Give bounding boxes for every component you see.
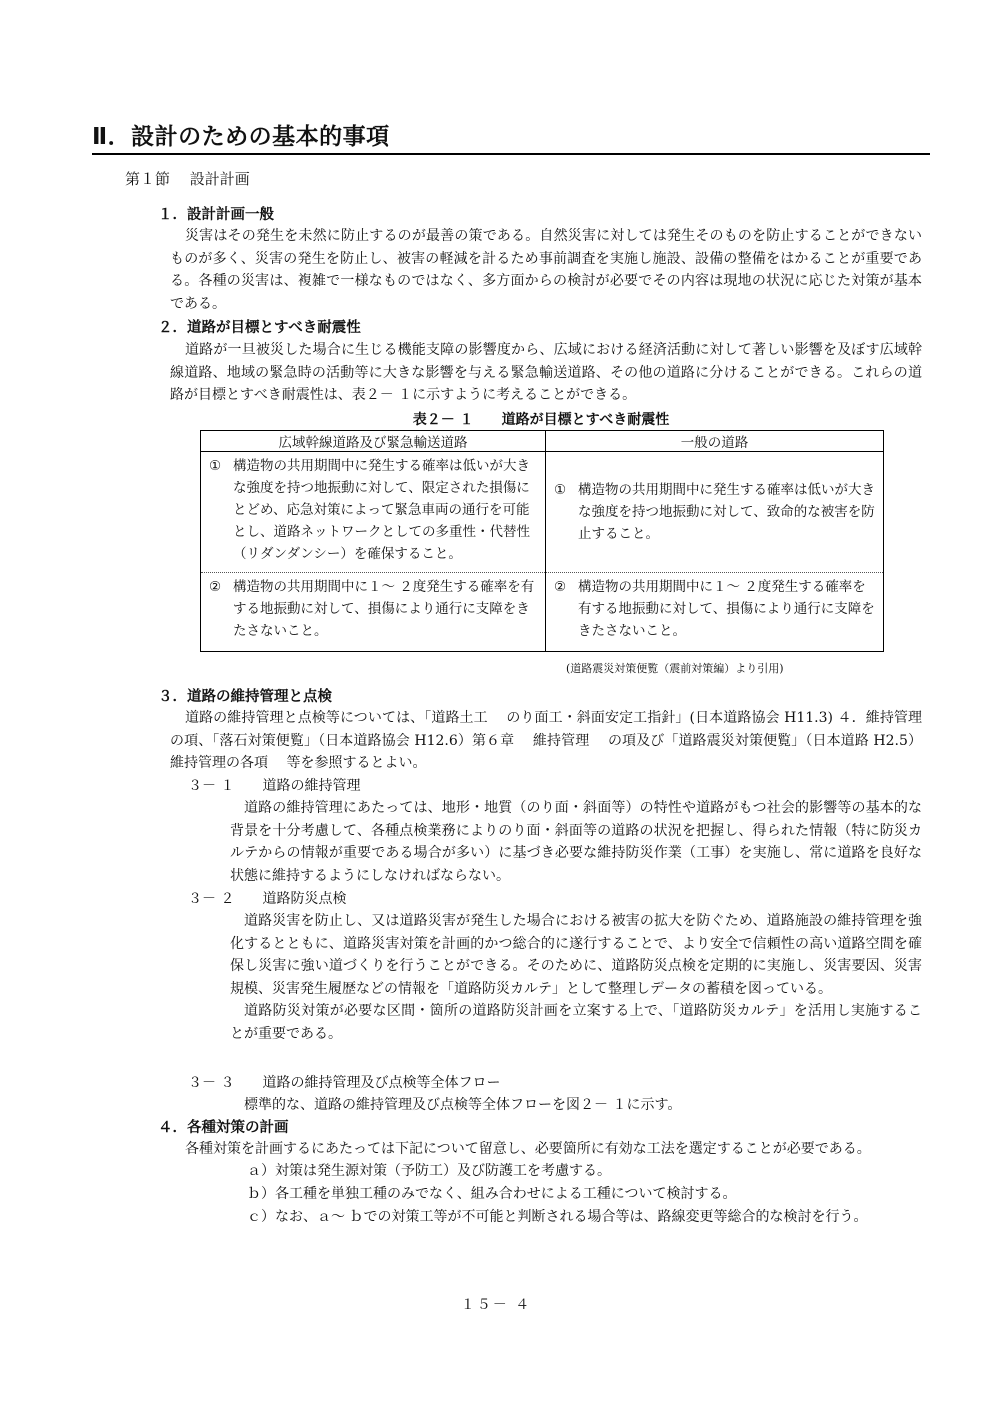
paragraph-overall-flow bbox=[230, 1094, 922, 1117]
chapter-title: Ⅱ．設計のための基本的事項 bbox=[92, 124, 390, 150]
table-header-general-road: 一般の道路 bbox=[546, 431, 884, 452]
table-cell bbox=[546, 573, 884, 652]
countermeasure-list bbox=[247, 1160, 867, 1229]
paragraph-text: 標準的な、道路の維持管理及び点検等全体フローを図２－ １に示す。 bbox=[244, 1097, 682, 1113]
seismic-performance-table bbox=[200, 430, 884, 652]
table-cell bbox=[201, 573, 546, 652]
paragraph-countermeasure-planning bbox=[170, 1138, 922, 1161]
subheading-road-disaster-inspection: ３－ ２ 道路防災点検 bbox=[188, 891, 347, 907]
item-number: ① bbox=[209, 458, 222, 474]
item-text: 構造物の共用期間中に１～ ２度発生する確率を有する地振動に対して、損傷により通行に支障をきたさないこと。 bbox=[578, 579, 875, 639]
section-title: 第１節 設計計画 bbox=[125, 170, 250, 188]
paragraph-text: 道路災害を防止し、又は道路災害が発生した場合における被害の拡大を防ぐため、道路施設の維持管理を強化するとともに、道路災害対策を計画的かつ総合的に遂行することで、より安全で信頼性の高い道路空間を確保し災害に強い道づくりを行うことができる。そのために、道路防災点検を定期的に実施し、災害要因、災害規模、災害発生履歴などの情報を「道路防災カルテ」として整理しデータの蓄積を図っている。 bbox=[230, 913, 922, 997]
paragraph-road-maintenance bbox=[230, 797, 922, 887]
item-number: ① bbox=[554, 482, 567, 498]
paragraph-seismic-target bbox=[170, 339, 922, 407]
paragraph-text: 道路が一旦被災した場合に生じる機能支障の影響度から、広域における経済活動に対して著しい影響を及ぼす広域幹線道路、地域の緊急時の活動等に大きな影響を与える緊急輸送道路、その他の道路に分けることができる。これらの道路が目標とすべき耐震性は、表２－ １に示すように考えることができる。 bbox=[170, 342, 922, 403]
heading-seismic-target: ２．道路が目標とすべき耐震性 bbox=[158, 320, 361, 336]
paragraph-text: 道路防災対策が必要な区間・箇所の道路防災計画を立案する上で、「道路防災カルテ」を活用し実施することが重要である。 bbox=[230, 1003, 922, 1042]
paragraph-text: 各種対策を計画するにあたっては下記について留意し、必要箇所に有効な工法を選定することが必要である。 bbox=[185, 1141, 871, 1157]
table-cell bbox=[546, 452, 884, 573]
paragraph-design-plan-general bbox=[170, 225, 922, 315]
subheading-road-maintenance: ３－ １ 道路の維持管理 bbox=[188, 778, 361, 794]
item-text: 構造物の共用期間中に発生する確率は低いが大きな強度を持つ地振動に対して、限定された損傷にとどめ、応急対策によって緊急車両の通行を可能とし、道路ネットワークとしての多重性・代替性（リダンダンシー）を確保すること。 bbox=[233, 458, 530, 562]
table-cell bbox=[201, 452, 546, 573]
item-text: 構造物の共用期間中に発生する確率は低いが大きな強度を持つ地振動に対して、致命的な被害を防止すること。 bbox=[578, 482, 875, 542]
heading-countermeasure-planning: ４．各種対策の計画 bbox=[158, 1120, 289, 1136]
item-number: ② bbox=[209, 579, 222, 595]
page-number: １５－ ４ bbox=[460, 1297, 532, 1313]
list-item: ｂ）各工種を単独工種のみでなく、組み合わせによる工種について検討する。 bbox=[247, 1186, 737, 1202]
table-row bbox=[201, 452, 884, 573]
subheading-overall-flow: ３－ ３ 道路の維持管理及び点検等全体フロー bbox=[188, 1075, 501, 1091]
item-text: 構造物の共用期間中に１～ ２度発生する確率を有する地振動に対して、損傷により通行に支障をきたさないこと。 bbox=[233, 579, 535, 639]
table-source-note: (道路震災対策便覧（震前対策編）より引用) bbox=[566, 662, 784, 675]
table-header-trunk-road: 広域幹線道路及び緊急輸送道路 bbox=[201, 431, 546, 452]
list-item: ｃ）なお、ａ～ ｂでの対策工等が不可能と判断される場合等は、路線変更等総合的な検討を行う。 bbox=[247, 1209, 868, 1225]
paragraph-text: 道路の維持管理と点検等については、「道路土工 のり面工・斜面安定工指針」(日本道路協会 H11.3) ４．維持管理 の項、｢落石対策便覧｣（日本道路協会 H12.6）第６章 維持管理 の項及び「道路震災対策便覧」（日本道路 H2.5）維持管理の各項 等を参照するとよい。 bbox=[170, 710, 941, 771]
table-caption: 表２－ １ 道路が目標とすべき耐震性 bbox=[412, 412, 670, 428]
paragraph-text: 災害はその発生を未然に防止するのが最善の策である。自然災害に対しては発生そのものを防止することができないものが多く、災害の発生を防止し、被害の軽減を計るため事前調査を実施し施設、設備の整備をはかることが重要である。各種の災害は、複雑で一様なものではなく、多方面からの検討が必要でその内容は現地の状況に応じた対策が基本である。 bbox=[170, 228, 922, 312]
paragraph-road-disaster-inspection bbox=[230, 910, 922, 1045]
paragraph-maintenance-inspection bbox=[170, 707, 941, 775]
heading-maintenance-inspection: ３．道路の維持管理と点検 bbox=[158, 689, 332, 705]
paragraph-text: 道路の維持管理にあたっては、地形・地質（のり面・斜面等）の特性や道路がもつ社会的影響等の基本的な背景を十分考慮して、各種点検業務によりのり面・斜面等の道路の状況を把握し、得られた情報（特に防災カルテからの情報が重要である場合が多い）に基づき必要な維持防災作業（工事）を実施し、常に道路を良好な状態に維持するようにしなければならない。 bbox=[230, 800, 922, 884]
table-row bbox=[201, 573, 884, 652]
list-item: ａ）対策は発生源対策（予防工）及び防護工を考慮する。 bbox=[247, 1163, 611, 1179]
item-number: ② bbox=[554, 579, 567, 595]
heading-design-plan-general: １．設計計画一般 bbox=[158, 207, 274, 223]
chapter-title-rule bbox=[92, 153, 930, 155]
